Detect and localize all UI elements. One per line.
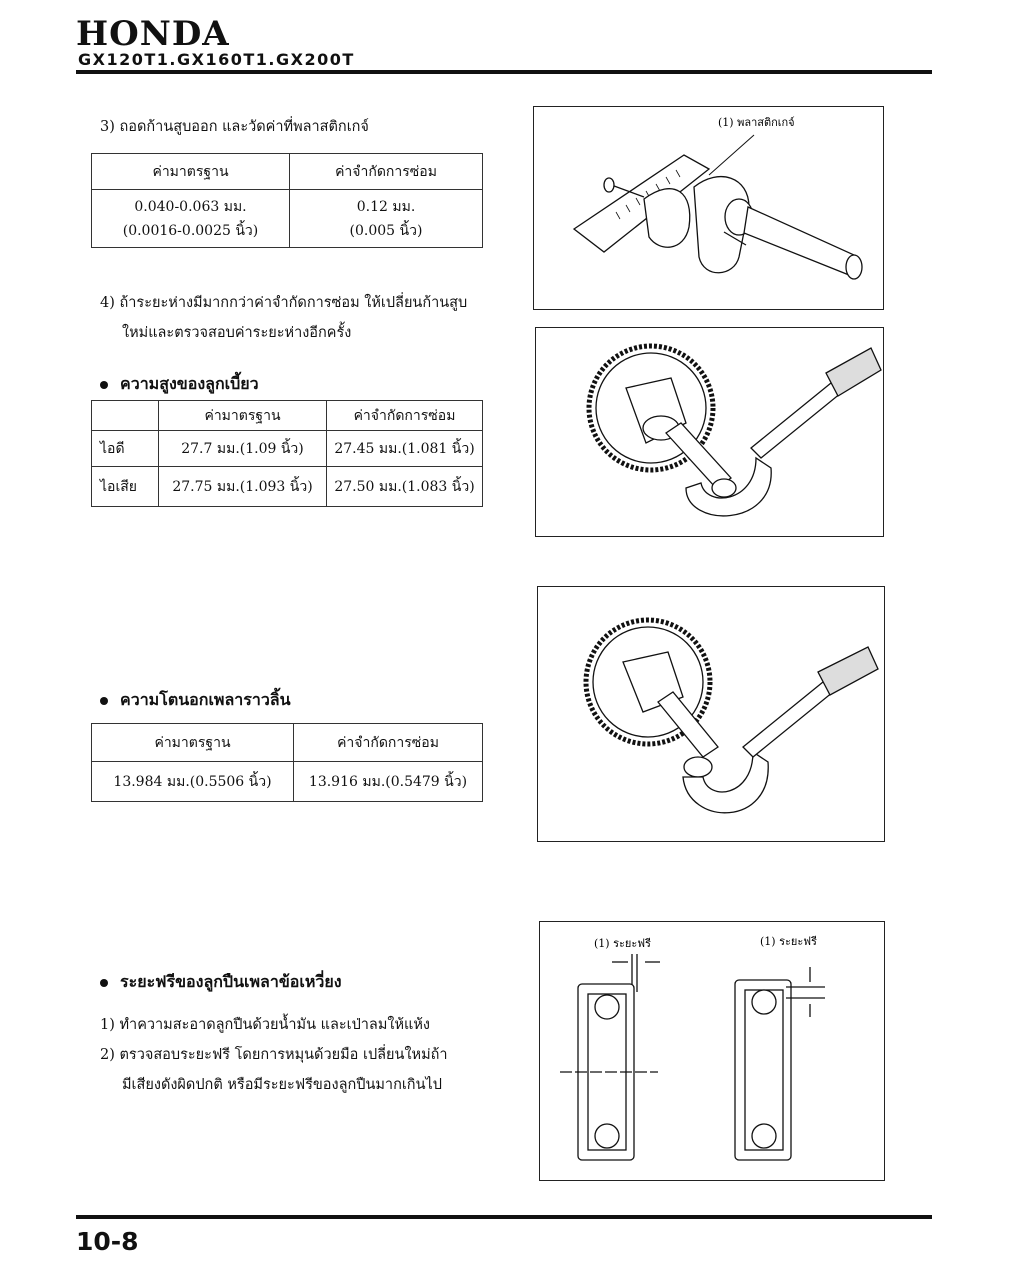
limit-in: (0.005 นิ้ว) [349,222,423,239]
figure-shaft-od [537,586,885,842]
cam-row-label: ไอดี [92,431,159,467]
bullet-icon [100,381,108,389]
figure-bearing-play [539,921,885,1181]
brand-logo: HONDA [76,14,230,54]
axial-play-label: (1) ระยะฟรี [594,937,651,950]
bearing-radial-icon [735,967,825,1160]
bullet-icon [100,697,108,705]
col-limit: ค่าจำกัดการซ่อม [290,154,483,190]
cam-row-std: 27.7 มม.(1.09 นิ้ว) [159,431,327,467]
cam-row-label: ไอเสีย [92,467,159,507]
shaft-limit-value: 13.916 มม.(0.5479 นิ้ว) [294,762,483,802]
radial-play-label: (1) ระยะฟรี [760,935,817,948]
limit-mm: 0.12 มม. [356,198,416,215]
bearing-step-2-line-2: มีเสียงดังผิดปกติ หรือมีระยะฟรีของลูกปืนมากเกินไป [122,1077,442,1093]
bearing-steps [100,1010,448,1100]
shaft-col-limit: ค่าจำกัดการซ่อม [294,724,483,762]
step-4 [100,288,467,348]
clearance-table [91,153,483,248]
page-number: 10-8 [76,1227,139,1256]
cam-row-lim: 27.50 มม.(1.083 นิ้ว) [327,467,483,507]
standard-value [92,190,290,248]
cam-table [91,400,483,507]
cam-row-lim: 27.45 มม.(1.081 นิ้ว) [327,431,483,467]
bullet-icon [100,979,108,987]
shaft-heading-text: ความโตนอกเพลาราวลิ้น [120,690,291,709]
cam-row-std: 27.75 มม.(1.093 นิ้ว) [159,467,327,507]
standard-in: (0.0016-0.0025 นิ้ว) [122,222,259,239]
figure-cam-height [535,327,884,537]
cam-heading [100,372,259,397]
figure-plastigauge [533,106,884,310]
header-rule [76,70,932,74]
footer-rule [76,1215,932,1219]
bearing-heading [100,970,342,995]
micrometer-icon [683,647,878,813]
shaft-table [91,723,483,802]
model-title: GX120T1.GX160T1.GX200T [78,50,355,69]
limit-value [290,190,483,248]
step-3: 3) ถอดก้านสูบออก และวัดค่าที่พลาสติกเกจ์ [100,119,369,135]
cam-col-standard: ค่ามาตรฐาน [159,401,327,431]
camshaft-gear-icon [586,620,718,777]
standard-mm: 0.040-0.063 มม. [134,198,247,215]
step-4-line-1: 4) ถ้าระยะห่างมีมากกว่าค่าจำกัดการซ่อม ให้เปลี่ยนก้านสูบ [100,295,468,311]
bearing-heading-text: ระยะฟรีของลูกปืนเพลาข้อเหวี่ยง [120,972,342,991]
bearing-axial-icon [560,954,660,1160]
bearing-step-1: 1) ทำความสะอาดลูกปืนด้วยน้ำมัน และเป่าลมให้แห้ง [100,1017,430,1033]
camshaft-gear-icon [589,346,736,497]
cam-col-limit: ค่าจำกัดการซ่อม [327,401,483,431]
plastigauge-label: (1) พลาสติกเกจ์ [718,116,795,129]
col-standard: ค่ามาตรฐาน [92,154,290,190]
shaft-heading [100,688,291,713]
bearing-step-2-line-1: 2) ตรวจสอบระยะฟรี โดยการหมุนด้วยมือ เปลี่ยนใหม่ถ้า [100,1047,448,1063]
step-4-line-2: ใหม่และตรวจสอบค่าระยะห่างอีกครั้ง [122,325,352,341]
cam-heading-text: ความสูงของลูกเบี้ยว [120,374,259,393]
shaft-col-standard: ค่ามาตรฐาน [92,724,294,762]
shaft-standard-value: 13.984 มม.(0.5506 นิ้ว) [92,762,294,802]
cam-corner [92,401,159,431]
